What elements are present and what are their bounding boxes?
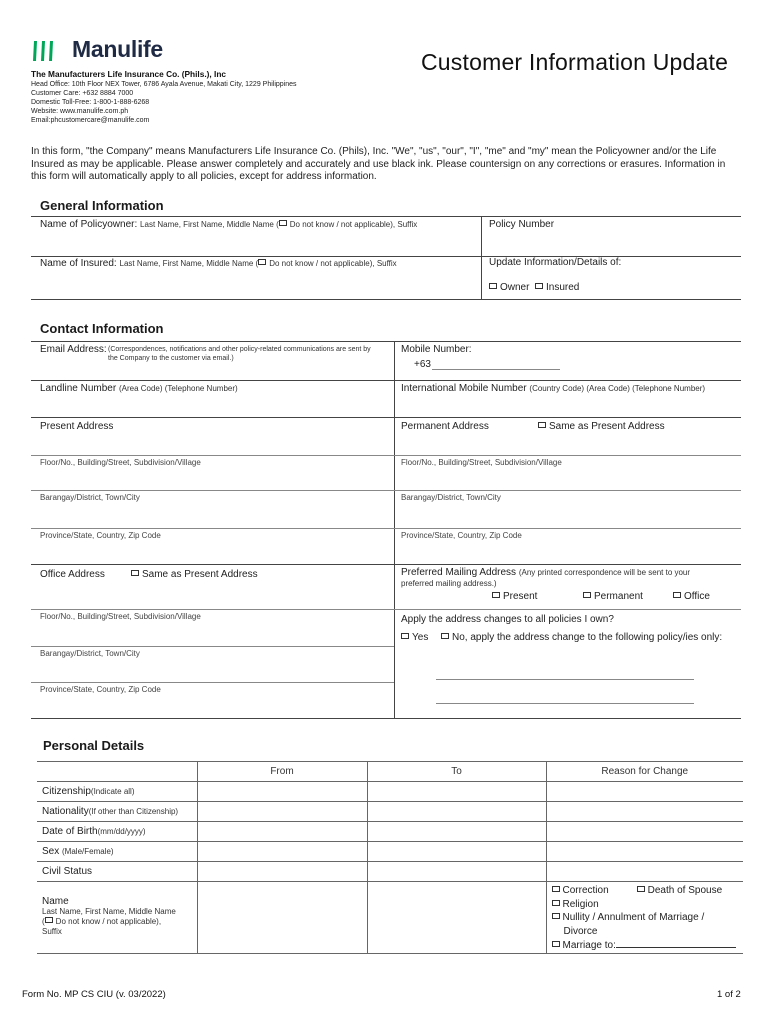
reason-religion[interactable]: Religion — [552, 898, 739, 912]
table-row: Nationality(If other than Citizenship) — [37, 802, 743, 822]
policy-number-field[interactable]: Policy Number — [489, 219, 555, 230]
col-from: From — [197, 762, 367, 782]
marriage-to-input[interactable] — [616, 938, 736, 948]
website: Website: www.manulife.com.ph — [31, 108, 129, 115]
nationality-reason[interactable] — [546, 802, 743, 822]
name-from[interactable] — [197, 882, 367, 954]
preferred-permanent-option[interactable]: Permanent — [583, 591, 643, 602]
preferred-present-option[interactable]: Present — [492, 591, 537, 602]
reason-death-of-spouse[interactable]: Death of Spouse — [637, 885, 723, 896]
table-row: Citizenship(Indicate all) — [37, 782, 743, 802]
checkbox-icon — [673, 592, 681, 598]
form-number: Form No. MP CS CIU (v. 03/2022) — [22, 989, 166, 1000]
table-row: Name Last Name, First Name, Middle Name ( Do not know / not applicable), Suffix Correction Death of Spouse Religion Nullity / Annulment of Marriage / Divorce Marriage to: — [37, 882, 743, 954]
permanent-floor-field[interactable]: Floor/No., Building/Street, Subdivision/Village — [401, 458, 562, 467]
document-title: Customer Information Update — [421, 49, 729, 75]
brand-name: Manulife — [72, 36, 163, 62]
policyowner-field[interactable]: Name of Policyowner: Last Name, First Name, Middle Name ( Do not know / not applicable), Suffix — [40, 219, 418, 230]
checkbox-icon — [401, 633, 409, 639]
checkbox-icon — [131, 570, 139, 576]
checkbox-icon — [45, 917, 53, 923]
permanent-address-label: Permanent Address — [401, 421, 489, 432]
dob-to[interactable] — [367, 822, 546, 842]
personal-details-table — [37, 761, 743, 954]
checkbox-icon — [637, 886, 645, 892]
nationality-to[interactable] — [367, 802, 546, 822]
permanent-same-option[interactable]: Same as Present Address — [538, 421, 665, 432]
landline-field[interactable]: Landline Number (Area Code) (Telephone Number) — [40, 383, 238, 394]
checkbox-icon — [441, 633, 449, 639]
office-same-option[interactable]: Same as Present Address — [131, 569, 258, 580]
present-barangay-field[interactable]: Barangay/District, Town/City — [40, 493, 140, 502]
citizenship-reason[interactable] — [546, 782, 743, 802]
table-row: Sex (Male/Female) — [37, 842, 743, 862]
company-name: The Manufacturers Life Insurance Co. (Phils.), Inc — [31, 69, 227, 79]
checkbox-icon — [492, 592, 500, 598]
reason-correction[interactable]: Correction — [552, 885, 609, 896]
general-info-title: General Information — [40, 198, 164, 213]
checkbox-icon — [583, 592, 591, 598]
intro-paragraph: In this form, "the Company" means Manufacturers Life Insurance Co. (Phils), Inc. "We", "us", "our", "I", "me" and "my" mean the Policyowner and/or the Life Insured as may be applicable. Please answer completely and accurately and use black ink. Please countersign on any corrections or erasures. Information in this form will automatically apply to all policies, except for address information. — [31, 146, 726, 182]
table-row: Civil Status — [37, 862, 743, 882]
manulife-logo-icon — [32, 40, 56, 62]
permanent-barangay-field[interactable]: Barangay/District, Town/City — [401, 493, 501, 502]
table-row: Date of Birth(mm/dd/yyyy) — [37, 822, 743, 842]
office-floor-field[interactable]: Floor/No., Building/Street, Subdivision/Village — [40, 612, 201, 621]
insured-checkbox[interactable] — [535, 283, 543, 289]
preferred-office-option[interactable]: Office — [673, 591, 710, 602]
dob-reason[interactable] — [546, 822, 743, 842]
owner-checkbox[interactable] — [489, 283, 497, 289]
insured-field[interactable]: Name of Insured: Last Name, First Name, Middle Name ( Do not know / not applicable), Suffix — [40, 258, 397, 269]
office-barangay-field[interactable]: Barangay/District, Town/City — [40, 649, 140, 658]
page-number: 1 of 2 — [717, 989, 741, 1000]
sex-from[interactable] — [197, 842, 367, 862]
email-note-2: the Company to the customer via email.) — [108, 355, 234, 362]
checkbox-icon — [552, 941, 560, 947]
checkbox-icon — [552, 900, 560, 906]
name-reason: Correction Death of Spouse Religion Nullity / Annulment of Marriage / Divorce Marriage to: — [546, 882, 743, 954]
dob-from[interactable] — [197, 822, 367, 842]
reason-nullity[interactable]: Nullity / Annulment of Marriage / — [552, 911, 739, 925]
policy-input-line-1[interactable] — [436, 679, 694, 680]
civil-status-to[interactable] — [367, 862, 546, 882]
email-note: (Correspondences, notifications and other policy-related communications are sent by — [108, 346, 371, 353]
apply-yes-option[interactable]: Yes — [401, 632, 428, 643]
col-reason: Reason for Change — [546, 762, 743, 782]
office-province-field[interactable]: Province/State, Country, Zip Code — [40, 685, 161, 694]
sex-reason[interactable] — [546, 842, 743, 862]
policy-input-line-2[interactable] — [436, 703, 694, 704]
citizenship-to[interactable] — [367, 782, 546, 802]
mobile-prefix: +63 — [414, 359, 431, 370]
reason-marriage[interactable]: Marriage to: — [552, 938, 739, 953]
head-office: Head Office: 10th Floor NEX Tower, 6786 Ayala Avenue, Makati City, 1229 Philippines — [31, 81, 297, 88]
preferred-note-2: preferred mailing address.) — [401, 579, 497, 588]
checkbox-icon — [258, 259, 266, 265]
permanent-province-field[interactable]: Province/State, Country, Zip Code — [401, 531, 522, 540]
personal-details-title: Personal Details — [43, 738, 145, 753]
name-to[interactable] — [367, 882, 546, 954]
col-to: To — [367, 762, 546, 782]
preferred-mailing-label: Preferred Mailing Address (Any printed correspondence will be sent to your — [401, 567, 691, 578]
present-floor-field[interactable]: Floor/No., Building/Street, Subdivision/Village — [40, 458, 201, 467]
apply-changes-question: Apply the address changes to all policies I own? — [401, 614, 614, 625]
contact-info-title: Contact Information — [40, 321, 164, 336]
sex-to[interactable] — [367, 842, 546, 862]
present-province-field[interactable]: Province/State, Country, Zip Code — [40, 531, 161, 540]
citizenship-from[interactable] — [197, 782, 367, 802]
apply-no-option[interactable]: No, apply the address change to the following policy/ies only: — [441, 632, 722, 643]
checkbox-icon — [279, 220, 287, 226]
mobile-number-label: Mobile Number: — [401, 344, 472, 355]
present-address-label: Present Address — [40, 421, 114, 432]
email: Email:phcustomercare@manulife.com — [31, 117, 150, 124]
checkbox-icon — [552, 913, 560, 919]
email-address-field[interactable]: Email Address: — [40, 344, 107, 355]
update-details-label: Update Information/Details of: — [489, 257, 622, 268]
checkbox-icon — [552, 886, 560, 892]
mobile-input-line[interactable] — [432, 369, 560, 370]
nationality-from[interactable] — [197, 802, 367, 822]
update-options: Owner Insured — [489, 282, 579, 293]
civil-status-from[interactable] — [197, 862, 367, 882]
checkbox-icon — [538, 422, 546, 428]
office-address-label: Office Address — [40, 569, 105, 580]
civil-status-reason[interactable] — [546, 862, 743, 882]
customer-care: Customer Care: +632 8884 7000 — [31, 90, 134, 97]
intl-mobile-field[interactable]: International Mobile Number (Country Code) (Area Code) (Telephone Number) — [401, 383, 706, 394]
toll-free: Domestic Toll-Free: 1-800-1-888-6268 — [31, 99, 150, 106]
